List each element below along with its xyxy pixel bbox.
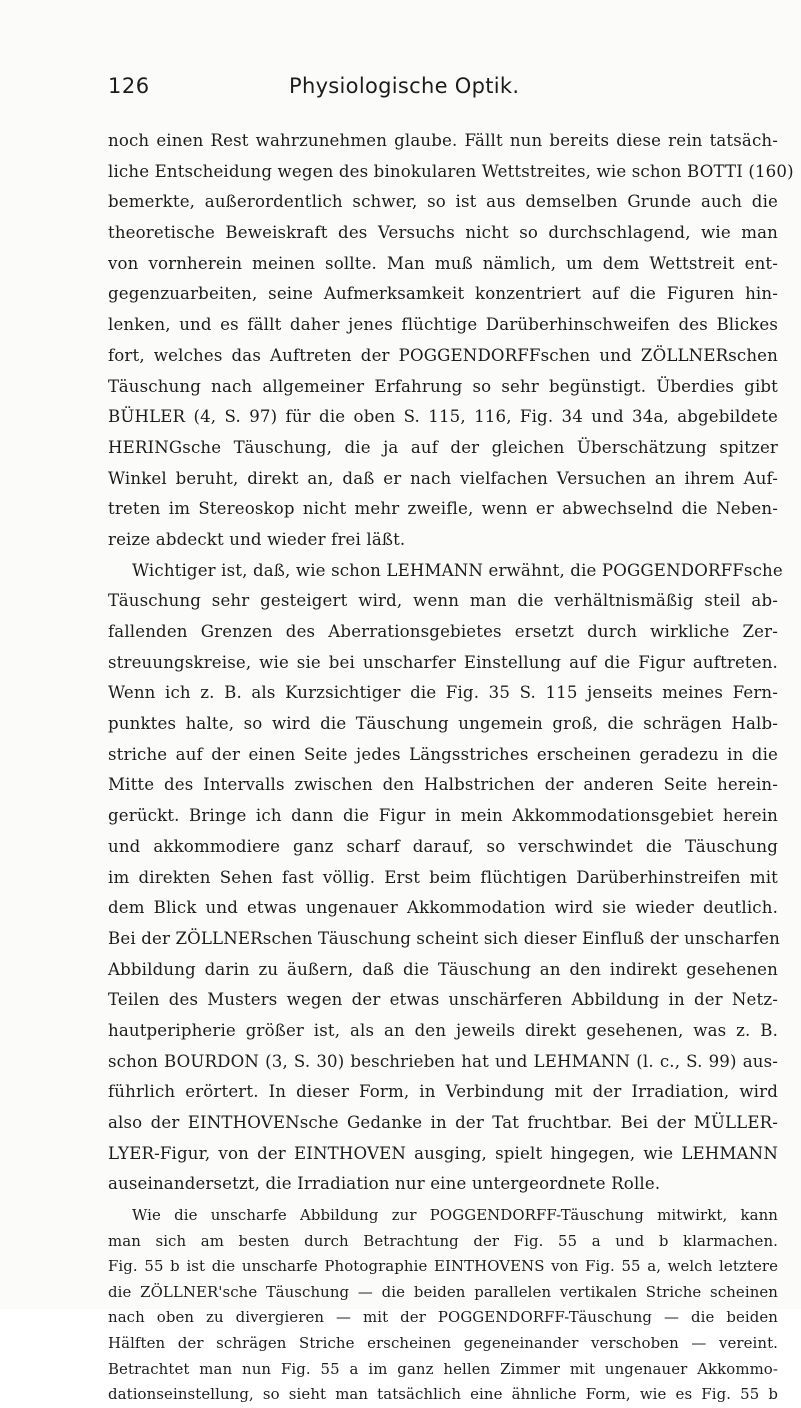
paragraph-1 [108,126,794,556]
text-line: Täuschung nach allgemeiner Erfahrung so sehr begünstigt. Überdies gibt [108,376,778,396]
text-line: dationseinstellung, so sieht man tatsächlich eine ähnliche Form, wie es Fig. 55 b [108,1385,778,1404]
body-text [108,126,794,1408]
text-line: Täuschung sehr gesteigert wird, wenn man die verhältnismäßig steil ab- [108,591,778,611]
text-line: dem Blick und etwas ungenauer Akkommodation wird sie wieder deutlich. [108,898,778,918]
text-line: Abbildung darin zu äußern, daß die Täuschung an den indirekt gesehenen [108,959,778,979]
text-line: Wie die unscharfe Abbildung zur POGGENDORFF-Täuschung mitwirkt, kann [132,1206,778,1225]
text-line: schon BOURDON (3, S. 30) beschrieben hat und LEHMANN (l. c., S. 99) aus- [108,1051,778,1071]
text-line: die ZÖLLNER'sche Täuschung — die beiden parallelen vertikalen Striche scheinen [108,1282,778,1301]
text-line: Teilen des Musters wegen der etwas unschärferen Abbildung in der Netz- [108,990,778,1010]
text-line: im direkten Sehen fast völlig. Erst beim flüchtigen Darüberhinstreifen mit [108,867,778,887]
text-line: auseinandersetzt, die Irradiation nur eine untergeordnete Rolle. [108,1174,661,1194]
text-line: striche auf der einen Seite jedes Längsstriches erscheinen geradezu in die [108,744,778,764]
text-line: BÜHLER (4, S. 97) für die oben S. 115, 116, Fig. 34 und 34a, abgebildete [108,407,778,427]
text-line: treten im Stereoskop nicht mehr zweifle, wenn er abwechselnd die Neben- [108,499,778,519]
text-line: Winkel beruht, direkt an, daß er nach vielfachen Versuchen an ihrem Auf- [108,468,778,488]
text-line: führlich erörtert. In dieser Form, in Verbindung mit der Irradiation, wird [108,1082,778,1102]
text-line: Mitte des Intervalls zwischen den Halbstrichen der anderen Seite herein- [108,775,778,795]
running-head [108,74,776,104]
text-line: Hälften der schrägen Striche erscheinen gegeneinander verschoben — vereint. [108,1334,778,1353]
text-line: man sich am besten durch Betrachtung der Fig. 55 a und b klarmachen. [108,1231,778,1250]
text-line: noch einen Rest wahrzunehmen glaube. Fällt nun bereits diese rein tatsäch- [108,131,778,150]
text-line: punktes halte, so wird die Täuschung ungemein groß, die schrägen Halb- [108,714,778,734]
text-line: LYER-Figur, von der EINTHOVEN ausging, spielt hingegen, wie LEHMANN [108,1143,778,1163]
text-line: bemerkte, außerordentlich schwer, so ist aus demselben Grunde auch die [108,192,778,212]
text-line: Fig. 55 b ist die unscharfe Photographie EINTHOVENS von Fig. 55 a, welch letztere [108,1257,778,1276]
text-line: lenken, und es fällt daher jenes flüchtige Darüberhinschweifen des Blickes [108,315,778,335]
text-line: gerückt. Bringe ich dann die Figur in mein Akkommodationsgebiet herein [108,806,778,826]
text-line: also der EINTHOVENsche Gedanke in der Tat fruchtbar. Bei der MÜLLER- [108,1113,778,1132]
text-line: von vornherein meinen sollte. Man muß nämlich, um dem Wettstreit ent- [108,253,778,273]
running-title: Physiologische Optik. [289,74,520,98]
text-line: Betrachtet man nun Fig. 55 a im ganz hellen Zimmer mit ungenauer Akkommo- [108,1359,778,1378]
text-line: Wichtiger ist, daß, wie schon LEHMANN erwähnt, die POGGENDORFFsche [132,560,783,580]
text-line: streuungskreise, wie sie bei unscharfer Einstellung auf die Figur auftreten. [108,652,778,672]
text-line: HERINGsche Täuschung, die ja auf der gleichen Überschätzung spitzer [108,437,778,457]
text-line: fallenden Grenzen des Aberrationsgebietes ersetzt durch wirkliche Zer- [108,622,778,641]
text-line: hautperipherie größer ist, als an den jeweils direkt gesehenen, was z. B. [108,1020,778,1040]
text-line: Wenn ich z. B. als Kurzsichtiger die Fig. 35 S. 115 jenseits meines Fern- [108,683,778,703]
text-line: nach oben zu divergieren — mit der POGGENDORFF-Täuschung — die beiden [108,1308,778,1327]
text-line: liche Entscheidung wegen des binokularen Wettstreites, wie schon BOTTI (160) [108,161,794,181]
text-line: reize abdeckt und wieder frei läßt. [108,529,406,549]
paragraph-3-small-print [108,1203,778,1408]
text-line: gegenzuarbeiten, seine Aufmerksamkeit konzentriert auf die Figuren hin- [108,284,778,304]
text-line: theoretische Beweiskraft des Versuchs nicht so durchschlagend, wie man [108,223,778,243]
text-line: fort, welches das Auftreten der POGGENDORFFschen und ZÖLLNERschen [108,345,778,365]
text-line: Bei der ZÖLLNERschen Täuschung scheint sich dieser Einfluß der unscharfen [108,928,780,948]
paragraph-2 [108,556,783,1200]
page-number: 126 [108,74,150,98]
text-line: und akkommodiere ganz scharf darauf, so verschwindet die Täuschung [108,836,778,856]
